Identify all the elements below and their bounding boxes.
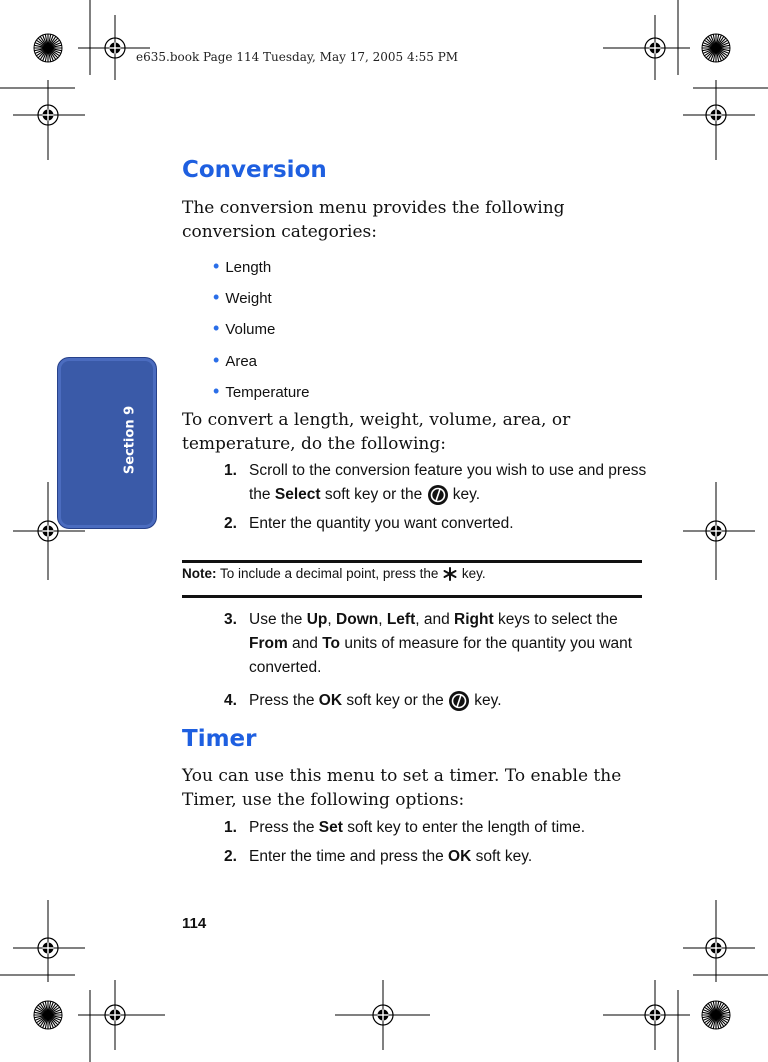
ok-key-icon — [448, 690, 470, 712]
bullet-item: • Temperature — [213, 381, 310, 401]
bullet-item: • Area — [213, 350, 257, 370]
print-header: e635.book Page 114 Tuesday, May 17, 2005 4:55 PM — [136, 50, 459, 64]
step-item: 1. Scroll to the conversion feature you wish to use and press the Select soft key or the key. — [224, 459, 654, 509]
step-item: 4. Press the OK soft key or the key. — [224, 689, 654, 715]
timer-intro: You can use this menu to set a timer. To enable the Timer, use the following options: — [182, 766, 622, 810]
section-tab — [57, 357, 157, 529]
conversion-intro: The conversion menu provides the following conversion categories: — [182, 198, 565, 242]
step-item: 3. Use the Up, Down, Left, and Right keys to select the From and To units of measure for the quantity you want converted. — [224, 611, 633, 676]
ok-key-icon — [427, 484, 449, 506]
bullet-item: • Length — [213, 256, 272, 276]
note-bottom-rule — [182, 595, 642, 598]
step-item: 2. Enter the quantity you want converted. — [224, 515, 514, 532]
section-tab-label: Section 9 — [122, 405, 138, 475]
bullet-item: • Volume — [213, 318, 276, 338]
conversion-instruction: To convert a length, weight, volume, area, or temperature, do the following: — [182, 410, 571, 454]
note-top-rule — [182, 560, 642, 563]
conversion-heading: Conversion — [182, 157, 327, 183]
star-key-icon — [442, 567, 458, 581]
step-item: 1. Press the Set soft key to enter the length of time. — [224, 819, 586, 836]
note: Note: To include a decimal point, press the key. — [182, 566, 486, 581]
step-item: 2. Enter the time and press the OK soft key. — [224, 848, 533, 865]
bullet-item: • Weight — [213, 287, 272, 307]
page-number: 114 — [182, 915, 207, 932]
timer-heading: Timer — [182, 726, 257, 752]
